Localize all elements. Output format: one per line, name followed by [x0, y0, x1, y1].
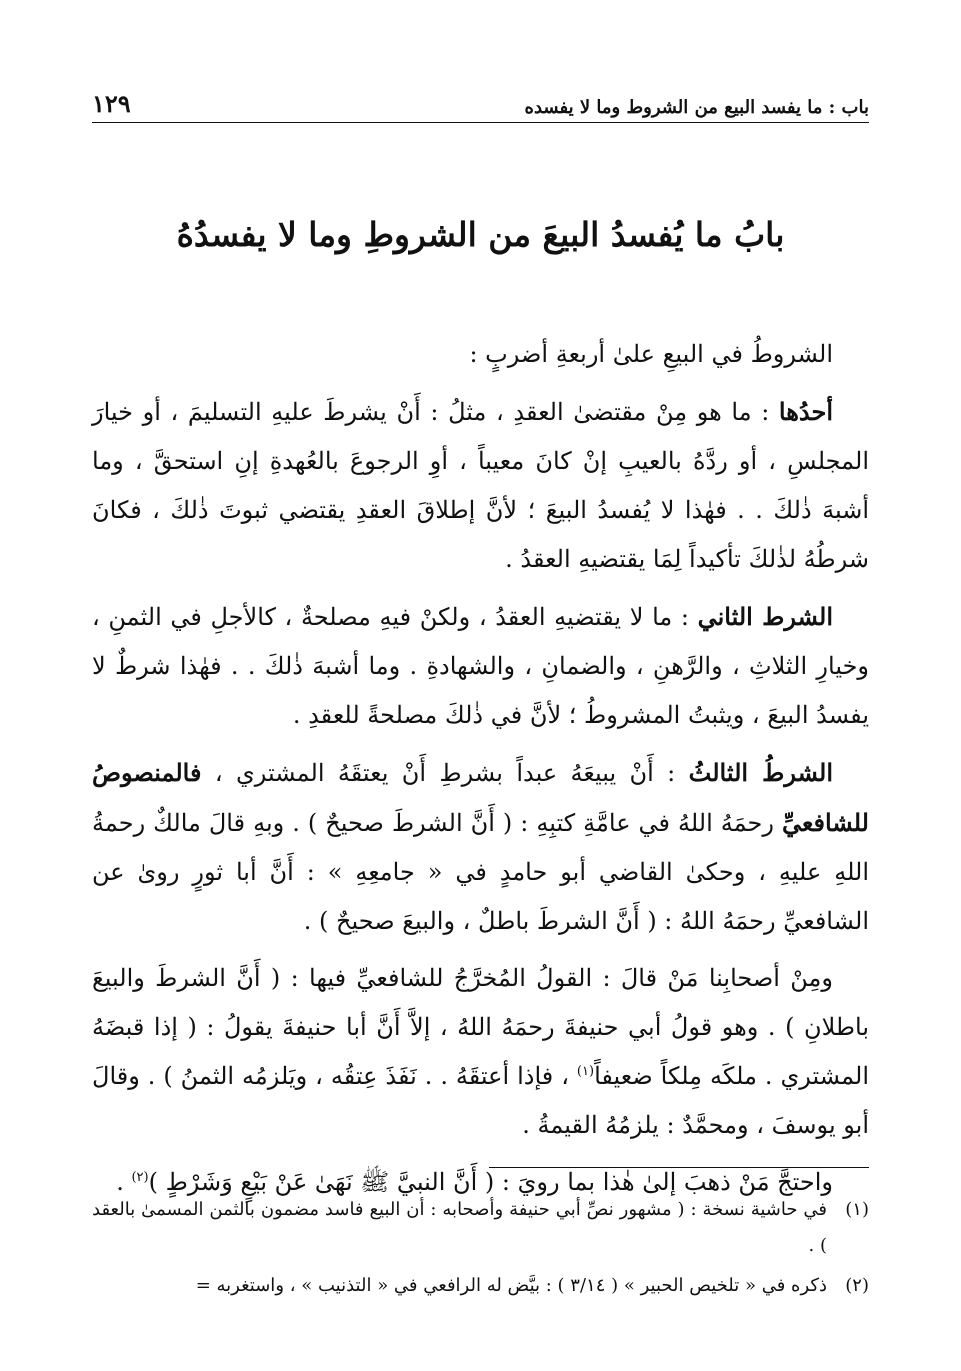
footnote-text: ذكره في « تلخيص الحبير » ( ٣/١٤ ) : بيَّض له الرافعي في « التذنيب » ، واستغربه =: [195, 1275, 827, 1296]
footnote-1: [92, 1192, 869, 1264]
footnote-ref-1[interactable]: (١): [576, 1064, 595, 1079]
paragraph-companions-opinion: [92, 954, 869, 1150]
third-condition-text-b: رحمَهُ اللهُ في عامَّةِ كتبِهِ : ( أَنَّ الشرطَ صحيحٌ ) . وبهِ قالَ مالكٌ رحمةُ اللهِ عليهِ ، وحكىٰ القاضي أبو حامدٍ في « جامعِهِ » : أَنَّ أبا ثورٍ روىٰ عن الشافعيِّ رحمَهُ اللهُ : ( أَنَّ الشرطَ باطلٌ ، والبيعَ صحيحٌ ) .: [92, 809, 869, 935]
footnote-number: (١): [845, 1199, 869, 1220]
first-condition-heading: أحدُها: [778, 397, 833, 426]
paragraph-third-condition: [92, 748, 869, 946]
second-condition-text: : ما لا يقتضيهِ العقدُ ، ولكنْ فيهِ مصلحةٌ ، كالأجلِ في الثمنِ ، وخيارِ الثلاثِ ، والرَّهنِ ، والضمانِ ، والشهادةِ . وما أشبهَ ذٰلكَ . . فهٰذا شرطٌ لا يفسدُ البيعَ ، ويثبتُ المشروطُ ؛ لأنَّ في ذٰلكَ مصلحةً للعقدِ .: [92, 603, 869, 729]
shafii-text-heading: فالمنصوصُ للشافعيِّ: [92, 758, 869, 837]
footnote-2: [92, 1268, 869, 1304]
paragraph-second-condition: [92, 592, 869, 740]
running-title: باب : ما يفسد البيع من الشروط وما لا يفسده: [524, 97, 869, 118]
footnotes: [92, 1192, 869, 1308]
first-condition-text: : ما هو مِنْ مقتضىٰ العقدِ ، مثلُ : أَنْ يشرطَ عليهِ التسليمَ ، أو خيارَ المجلسِ ، أو ردَّهُ بالعيبِ إنْ كانَ معيباً ، أوِ الرجوعَ بالعُهدةِ إنِ استحقَّ ، وما أشبهَ ذٰلكَ . . فهٰذا لا يُفسدُ البيعَ ؛ لأنَّ إطلاقَ العقدِ يقتضي ثبوتَ ذٰلكَ ، فكانَ شرطُهُ لذٰلكَ تأكيداً لِمَا يقتضيهِ العقدُ .: [92, 398, 869, 573]
footnote-divider: [489, 1167, 869, 1168]
hadith-end-text: .: [116, 1168, 132, 1196]
companions-text-b: ، فإذا أعتقَهُ . . نَفَذَ عِتقُه ، ويَلزمُه الثمنُ ) . وقالَ أبو يوسفَ ، ومحمَّدٌ : يلزمُهُ القيمةُ .: [92, 1062, 869, 1139]
paragraph-intro: [92, 330, 869, 379]
chapter-title: بابُ ما يُفسدُ البيعَ من الشروطِ وما لا يفسدُهُ: [176, 215, 785, 254]
paragraph-first-condition: [92, 387, 869, 584]
hadith-intro-text: واحتجَّ مَنْ ذهبَ إلىٰ هٰذا بما رويَ :: [494, 1168, 833, 1196]
third-condition-text-a: : أَنْ يبيعَهُ عبداً بشرطِ أَنْ يعتقَهُ المشتري ،: [201, 759, 689, 787]
second-condition-heading: الشرط الثاني: [697, 602, 834, 631]
footnote-ref-2[interactable]: (٢): [131, 1170, 149, 1185]
footnote-number: (٢): [845, 1275, 869, 1296]
intro-text: الشروطُ في البيعِ علىٰ أربعةِ أضربٍ :: [469, 340, 833, 368]
body-text: [92, 330, 869, 1215]
third-condition-heading: الشرطُ الثالثُ: [688, 758, 833, 787]
footnote-text: في حاشية نسخة : ( مشهور نصِّ أبي حنيفة وأصحابه : أن البيع فاسد مضمون بالثمن المسمىٰ بالعقد ) .: [92, 1199, 827, 1256]
hadith-quote: ( أَنَّ النبيَّ ﷺ نَهَىٰ عَنْ بَيْعٍ وَشَرْطٍ ): [148, 1168, 495, 1196]
companions-text-a: ومِنْ أصحابِنا مَنْ قالَ : القولُ المُخرَّجُ للشافعيِّ فيها : ( أَنَّ الشرطَ والبيعَ باطلانِ ) . وهو قولُ أبي حنيفةَ رحمَهُ اللهُ ، إلاَّ أَنَّ أبا حنيفةَ يقولُ : ( إذا قبضَهُ المشتري . ملكَه مِلكاً ضعيفاً: [92, 964, 869, 1090]
running-header: [92, 82, 869, 123]
page-number: ١٢٩: [92, 89, 131, 118]
